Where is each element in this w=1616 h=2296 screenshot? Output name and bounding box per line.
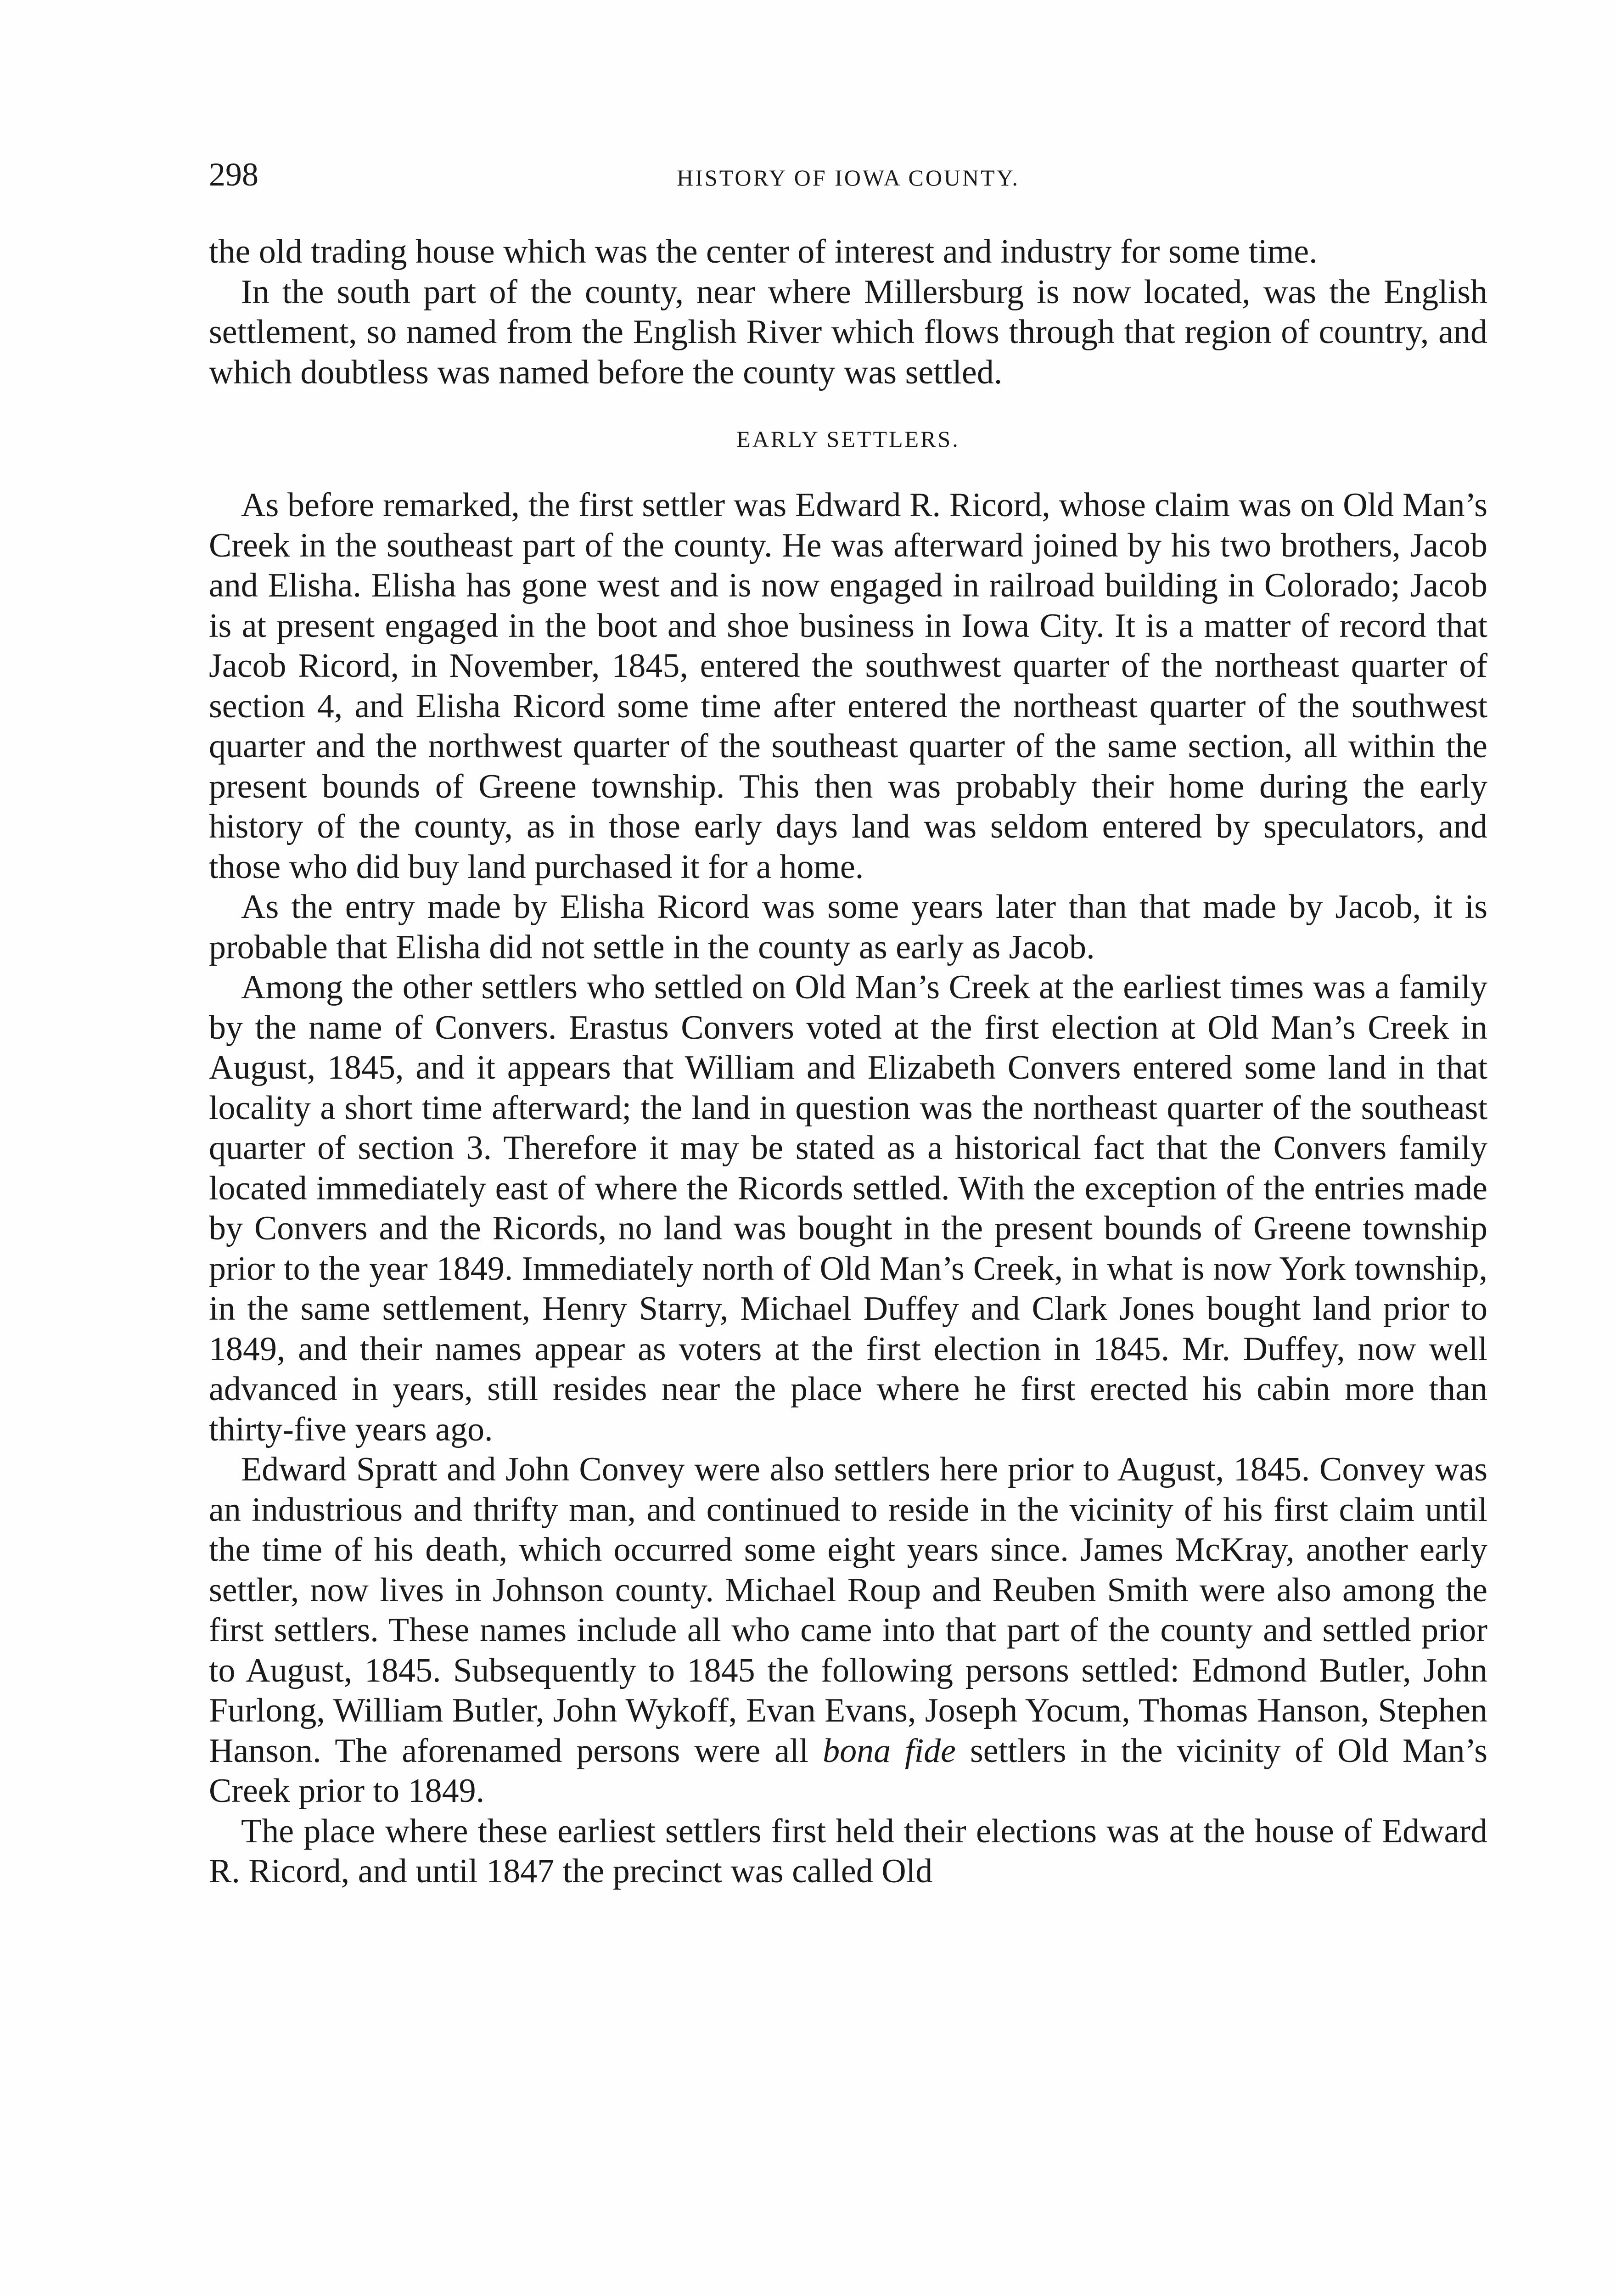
body-text	[209, 232, 1487, 1892]
paragraph-spratt-convey-text: Edward Spratt and John Convey were also settlers here prior to August, 1845. Convey was an industrious and thrifty man, and continued to reside in the vicinity of his first claim until the time of his death, which occurred some eight years since. James McKray, another early settler, now lives in Johnson county. Michael Roup and Reuben Smith were also among the first settlers. These names include all who came into that part of the county and settled prior to August, 1845. Subsequently to 1845 the following persons settled: Edmond Butler, John Furlong, William Butler, John Wykoff, Evan Evans, Joseph Yocum, Thomas Hanson, Stephen Hanson. The aforenamed persons were all	[209, 1451, 1487, 1770]
paragraph-elections-place: The place where these earliest settlers first held their elections was at the house of Edward R. Ricord, and until 1847 the precinct was called Old	[209, 1812, 1487, 1890]
running-head: HISTORY OF IOWA COUNTY.	[677, 165, 1020, 191]
paragraph-first-settler: As before remarked, the first settler was Edward R. Ricord, whose claim was on Old Man’s Creek in the southeast part of the county. He was afterward joined by his two brothers, Jacob and Elisha. Elisha has gone west and is now engaged in railroad building in Colorado; Jacob is at present engaged in the boot and shoe business in Iowa City. It is a matter of record that Jacob Ricord, in November, 1845, entered the southwest quarter of the northeast quarter of section 4, and Elisha Ricord some time after entered the northeast quarter of the southwest quarter and the northwest quarter of the southeast quarter of the same section, all within the present bounds of Greene township. This then was probably their home during the early history of the county, as in those early days land was seldom entered by speculators, and those who did buy land purchased it for a home.	[209, 486, 1487, 886]
section-heading-early-settlers: EARLY SETTLERS.	[736, 426, 960, 452]
paragraph-elisha-entry: As the entry made by Elisha Ricord was some years later than that made by Jacob, it is probable that Elisha did not settle in the county as early as Jacob.	[209, 888, 1487, 966]
paragraph-spratt-convey-end: settlers in the vicinity of Old Man’s Creek prior to 1849.	[209, 1732, 1487, 1810]
paragraph-convers-family: Among the other settlers who settled on Old Man’s Creek at the earliest times was a family by the name of Convers. Erastus Convers voted at the first election at Old Man’s Creek in August, 1845, and it appears that William and Elizabeth Convers entered some land in that locality a short time afterward; the land in question was the northeast quarter of the southeast quarter of section 3. Therefore it may be stated as a historical fact that the Convers family located immediately east of where the Ricords settled. With the exception of the entries made by Convers and the Ricords, no land was bought in the present bounds of Greene township prior to the year 1849. Immediately north of Old Man’s Creek, in what is now York township, in the same settlement, Henry Starry, Michael Duffey and Clark Jones bought land prior to 1849, and their names appear as voters at the first election in 1845. Mr. Duffey, now well advanced in years, still resides near the place where he first erected his cabin more than thirty-five years ago.	[209, 968, 1487, 1448]
paragraph-spratt-convey	[209, 1450, 1487, 1812]
paragraph-english-settlement: In the south part of the county, near where Millersburg is now located, was the English settlement, so named from the English River which flows through that region of country, and which doubtless was named before the county was settled.	[209, 273, 1487, 391]
paragraph-trading-house: the old trading house which was the center of interest and industry for some time.	[209, 233, 1318, 270]
italic-bona-fide: bona fide	[823, 1732, 956, 1770]
page-header	[209, 152, 1487, 202]
page-number: 298	[209, 156, 258, 193]
